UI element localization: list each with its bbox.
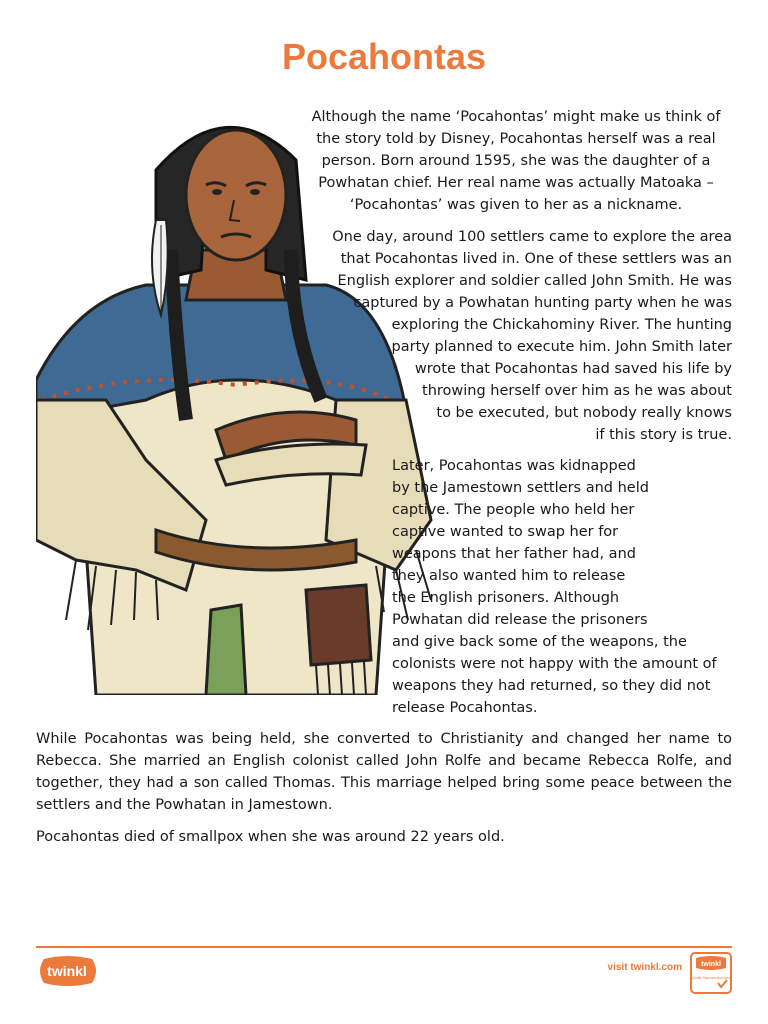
- text-line: to be executed, but nobody really knows: [436, 405, 732, 421]
- footer-divider: [36, 946, 732, 948]
- text-line: release Pocahontas.: [392, 700, 538, 716]
- text-line: English explorer and soldier called John Smith. He was: [337, 273, 732, 289]
- text-line: if this story is true.: [595, 427, 732, 443]
- quality-badge-icon: [690, 952, 732, 994]
- text-line: exploring the Chickahominy River. The hunting: [391, 317, 732, 333]
- paragraph-intro: Although the name ‘Pocahontas’ might make us think of the story told by Disney, Pocahontas herself was a real person. Born around 1595, she was the daughter of a Powhatan chief. Her real name was actually Matoaka – ‘Pocahontas’ was given to her as a nickname.: [311, 109, 721, 213]
- text-line: colonists were not happy with the amount of: [392, 656, 717, 672]
- page-title: Pocahontas: [281, 36, 487, 77]
- badge-logo-text: twinkl: [701, 961, 721, 968]
- text-line: by the Jamestown settlers and held: [392, 480, 649, 496]
- paragraph-rebecca: While Pocahontas was being held, she converted to Christianity and changed her name to Rebecca. She married an English colonist called John Rolfe and became Rebecca Rolfe, and together, they had a son called Thomas. This marriage helped bring some peace between the settlers and the Powhatan in Jamestown.: [36, 731, 732, 813]
- text-line: captured by a Powhatan hunting party when he was: [353, 295, 732, 311]
- twinkl-logo[interactable]: [36, 955, 98, 987]
- visit-link[interactable]: visit twinkl.com: [607, 962, 682, 973]
- logo-text: twinkl: [47, 963, 87, 979]
- text-line: they also wanted him to release: [392, 568, 626, 584]
- text-line: captive wanted to swap her for: [392, 524, 619, 540]
- text-line: captive. The people who held her: [392, 502, 635, 518]
- paragraph-kidnapped: [392, 455, 732, 719]
- text-line: weapons they had returned, so they did not: [392, 678, 711, 694]
- text-line: Powhatan did release the prisoners: [392, 612, 648, 628]
- text-line: the English prisoners. Although: [392, 590, 620, 606]
- text-line: wrote that Pocahontas had saved his life by: [414, 361, 732, 377]
- text-line: party planned to execute him. John Smith later: [391, 339, 732, 355]
- text-line: weapons that her father had, and: [392, 546, 636, 562]
- text-line: One day, around 100 settlers came to explore the area: [332, 229, 732, 245]
- text-line: Later, Pocahontas was kidnapped: [392, 458, 636, 474]
- text-line: throwing herself over him as he was about: [422, 383, 732, 399]
- paragraph-john-smith: [300, 226, 732, 446]
- text-line: that Pocahontas lived in. One of these settlers was an: [340, 251, 732, 267]
- paragraph-death: Pocahontas died of smallpox when she was around 22 years old.: [36, 829, 505, 845]
- text-line: and give back some of the weapons, the: [392, 634, 687, 650]
- badge-text: Quality Standard Approved: [691, 976, 731, 980]
